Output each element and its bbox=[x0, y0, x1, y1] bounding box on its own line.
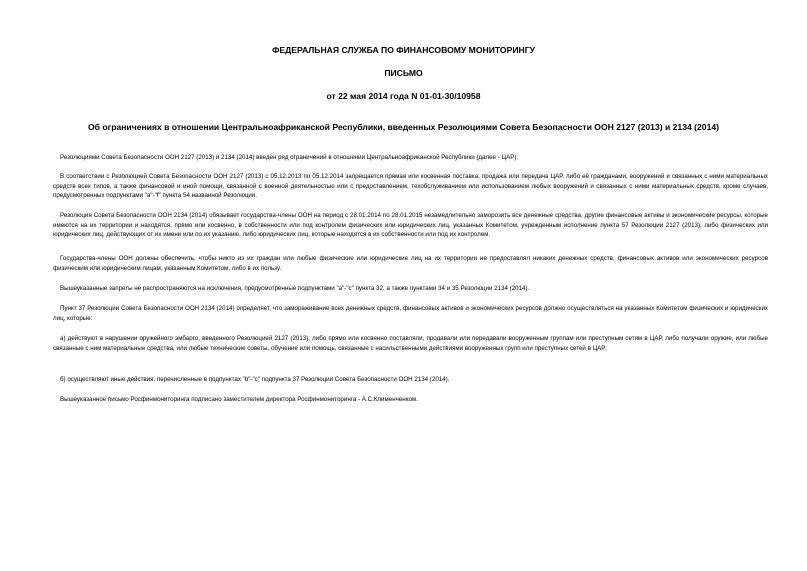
paragraph-7 bbox=[53, 334, 768, 353]
paragraph-text: Государства-члены ООН должны обеспечить, чтобы никто из их граждан или любые физические или юридические лиц на их территории не предоставлял никаких денежных средств, финансовых активов или экономических ресурсов физическим или юридическим лицам, указанным Комитетом, либо в их пользу. bbox=[53, 255, 768, 272]
document-type: ПИСЬМО bbox=[384, 68, 423, 78]
paragraph-text: Резолюциями Совета Безопасности ООН 2127 (2013) и 2134 (2014) введен ряд ограничений в отношении Центральноафриканской Республики (далее - ЦАР). bbox=[60, 154, 519, 161]
paragraph-6 bbox=[53, 304, 768, 323]
paragraph-text: В соответствии с Резолюцией Совета Безопасности ООН 2127 (2013) с 05.12.2013 по 05.12.2014 запрещается прямая или косвенная поставка, продажа или передача ЦАР, либо её гражданами, вооружений и связанных с ними материальных средств всех типов, а также финансовой и иной помощи, связанной с военной деятельностью или с предоставлением, техобслуживанием или использованием любых вооружений и связанных с ними материальных средств, кроме случаев, предусмотренных подпунктами "а"-"f" пункта 54 названной Резолюции. bbox=[53, 173, 768, 199]
agency-name: ФЕДЕРАЛЬНАЯ СЛУЖБА ПО ФИНАНСОВОМУ МОНИТОРИНГУ bbox=[272, 45, 535, 55]
document-title: Об ограничениях в отношении Центральноафриканской Республики, введенных Резолюциями Совета Безопасности ООН 2127 (2013) и 2134 (2014) bbox=[88, 122, 719, 132]
paragraph-8 bbox=[53, 375, 768, 385]
paragraph-2 bbox=[53, 172, 768, 201]
paragraph-5 bbox=[53, 284, 768, 294]
paragraph-9 bbox=[53, 395, 768, 405]
paragraph-text: а) действуют в нарушении оружейного эмбарго, введенного Резолюцией 2127 (2013), либо прямо или косвенно поставляли, продавали или передавали вооруженным группам или преступным сетям в ЦАР, либо получали оружие, или любые связанные с ним материальные средства, или любые технические советы, обучение или помощь, связанные с насильственными действиями вооруженных групп или преступных сетей в ЦАР; bbox=[53, 335, 768, 352]
paragraph-1 bbox=[53, 153, 768, 163]
paragraph-text: б) осуществляют иные действия, перечисленные в подпунктах "b"-"с" подпункта 37 Резолюции Совета Безопасности ООН 2134 (2014). bbox=[60, 376, 450, 383]
paragraph-text: Вышеуказанное письмо Росфинмониторинга подписано заместителем директора Росфинмониторинга - А.С.Клименченком. bbox=[60, 396, 418, 403]
document-date-number: от 22 мая 2014 года N 01-01-30/10958 bbox=[326, 91, 481, 101]
paragraph-text: Резолюция Совета Безопасности ООН 2134 (2014) обязывает государства-члены ООН на период с 28.01.2014 по 28.01.2015 незамедлительно заморозить все денежные средства, другие финансовые активы и экономические ресурсы, которые имеются на их территории и находятся, прямо или косвенно, в собственности или под контролем физических или юридических лиц, указанных Комитетом, учрежденным исполнение пункта 57 Резолюции 2127 (2013), либо физических или юридических лиц, действующих от их имени или по их указанию, либо юридических лиц, которые находятся в их собственности или под их контролем. bbox=[53, 212, 768, 238]
paragraph-text: Вышеуказанные запреты не распространяются на исключения, предусмотренные подпунктами "а"-"с" пункта 32, а также пунктами 34 и 35 Резолюции 2134 (2014). bbox=[60, 285, 530, 292]
paragraph-4 bbox=[53, 254, 768, 273]
paragraph-3 bbox=[53, 211, 768, 240]
paragraph-text: Пункт 37 Резолюции Совета Безопасности ООН 2134 (2014) определяет, что замораживание всех денежных средств, финансовых активов и экономических ресурсов должно осуществляться на указанных Комитетом физических и юридических лиц, которые: bbox=[53, 305, 768, 322]
